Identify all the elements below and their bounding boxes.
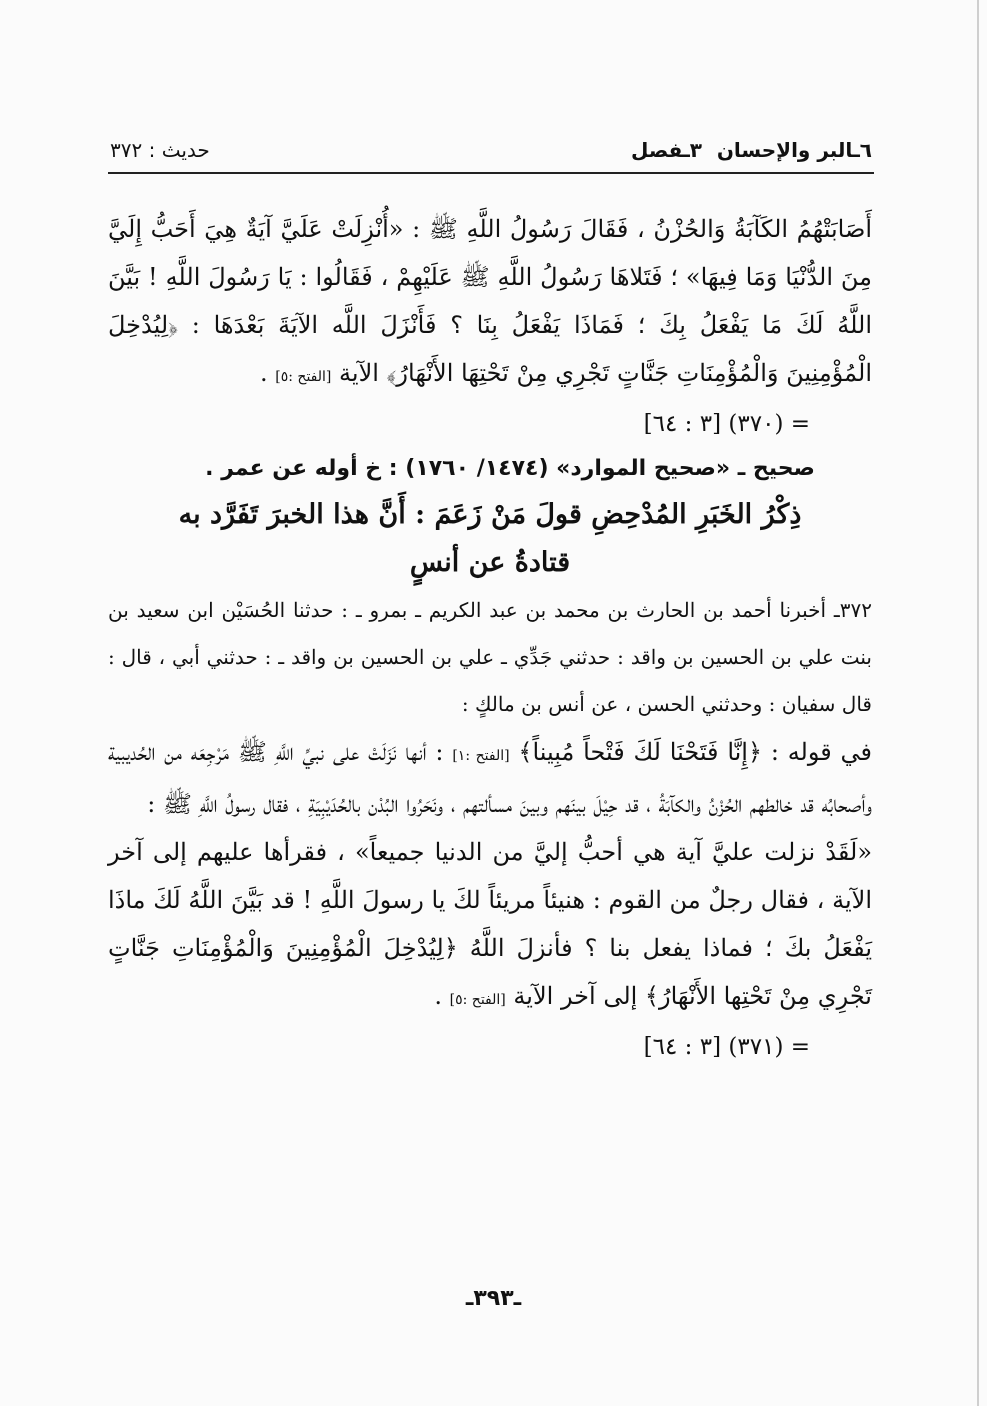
cross-reference-2: = (٣٧١) [٣ : ٦٤] [643, 1034, 810, 1060]
paragraph-3-text: «لَقَدْ نزلت عليَّ آية هي أحبُّ إليَّ من الدنيا جميعاً» ، فقرأها عليهم إلى آخر الآية ، فقال رجلٌ من القوم : هنيئاً مريئاً لكَ يا رسولَ اللَّهِ ! قد بَيَّنَ اللَّهُ لَكَ ماذَا يَفْعَلُ بكَ ؛ فماذا يفعل بنا ؟ فأنزلَ اللَّهُ ﴿لِيُدْخِلَ الْمُؤْمِنِينَ وَالْمُؤْمِنَاتِ جَنَّاتٍ تَجْرِي مِنْ تَحْتِها الأَنْهَارُ﴾ إلى آخر الآية [108, 838, 873, 1010]
paragraph-3-end: . [434, 982, 442, 1010]
paragraph-1 [108, 205, 872, 401]
page-number: ـ٣٩٣ـ [465, 1286, 522, 1311]
header-hadith-number: حديث : ٣٧٢ [110, 138, 210, 162]
running-header [110, 138, 872, 172]
paragraph-3-citation: [الفتح :٥] [449, 992, 506, 1008]
header-rule [108, 172, 874, 174]
section-title-line-2: قتادةُ عن أنسٍ [409, 547, 571, 578]
scan-edge-line [977, 0, 979, 1406]
cross-reference-1: = (٣٧٠) [٣ : ٦٤] [643, 411, 810, 437]
paragraph-1-text: أَصَابَتْهُمُ الكَآبَةُ وَالحُزْنُ ، فَقَالَ رَسُولُ اللَّهِ ﷺ : «أُنْزِلَتْ عَلَيَّ آيَةٌ هِيَ أَحَبُّ إِلَيَّ مِنَ الدُّنْيَا وَمَا فِيهَا» ؛ فَتَلاهَا رَسُولُ اللَّهِ ﷺ عَلَيْهِمْ ، فَقَالُوا : يَا رَسُولَ اللَّهِ ! بَيَّنَ اللَّهُ لَكَ مَا يَفْعَلُ بِكَ ؛ فَمَاذَا يَفْعَلُ بِنَا ؟ فَأَنْزَلَ اللَّه الآيَةَ بَعْدَهَا : ﴿لِيُدْخِلَ الْمُؤْمِنِينَ وَالْمُؤْمِنَاتِ جَنَّاتٍ تَجْرِي مِنْ تَحْتِهَا الأَنْهَارُ﴾ الآية [108, 215, 872, 387]
hadith-grading: صحيح ـ «صحيح الموارد» (١٤٧٤/ ١٧٦٠) : خ أوله عن عمر . [205, 456, 815, 481]
header-book-title: ٦ـالبر والإحسان [716, 138, 872, 162]
paragraph-2-rest: : أنها نَزَلَتْ على نبيِّ اللَّهِ ﷺ مَرْجِعَه من الحُديبية وأصحابُه قد خالطهم الحُزْنُ والكآبَةُ ، قد حِيْلَ بينَهم وبينَ مسألتهم ، ونَحَرُوا البُدْن بالحُدَيْبِيَةِ ، فقال رسولُ اللَّهِ ﷺ : [108, 738, 872, 818]
header-chapter: ٣ـفصل [630, 138, 702, 162]
paragraph-2-text: في قوله : ﴿إِنَّا فَتَحْنَا لَكَ فَتْحاً مُبِيناً﴾ [518, 738, 873, 766]
page-body [108, 205, 872, 1070]
paragraph-1-end: . [259, 359, 268, 387]
paragraph-1-citation: [الفتح :٥] [275, 369, 332, 385]
isnad-chain: ٣٧٢ـ أخبرنا أحمد بن الحارث بن محمد بن عبد الكريم ـ بمرو ـ : حدثنا الحُسَيْن ابن سعيد بن بنت علي بن الحسين بن واقد : حدثني جَدِّي ـ علي بن الحسين بن واقد ـ : حدثني أبي ، قال : قال سفيان : وحدثني الحسن ، عن أنس بن مالكٍ : [108, 598, 872, 716]
paragraph-2 [108, 728, 872, 828]
paragraph-3 [108, 828, 872, 1024]
paragraph-2-citation: [الفتح :١] [452, 748, 510, 764]
section-title-line-1: ذِكْرُ الخَبَرِ المُدْحِضِ قولَ مَنْ زَعَمَ : أَنَّ هذا الخبرَ تَفَرَّد به [178, 499, 802, 530]
